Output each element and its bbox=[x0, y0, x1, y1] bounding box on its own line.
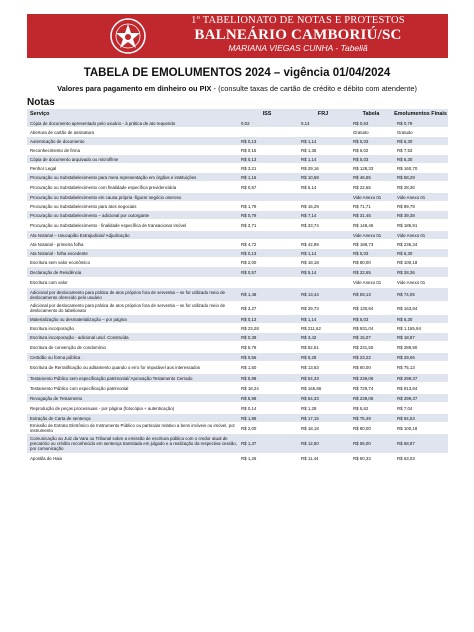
table-row bbox=[27, 137, 448, 146]
cell-iss: R$ 5,98 bbox=[241, 395, 257, 401]
cell-frj: R$ 1,14 bbox=[301, 316, 317, 322]
cell-finais: R$ 28,36 bbox=[397, 184, 415, 190]
cell-finais: R$ 289,90 bbox=[397, 344, 418, 350]
cell-tabela: R$ 5,03 bbox=[353, 156, 369, 162]
cell-finais: R$ 6,30 bbox=[397, 138, 413, 144]
table-row bbox=[27, 434, 448, 454]
cell-tabela: R$ 80,00 bbox=[353, 259, 371, 265]
cell-frj: R$ 165,86 bbox=[301, 385, 322, 391]
col-header-iss: ISS bbox=[262, 111, 272, 117]
cell-tabela: R$ 22,65 bbox=[353, 269, 371, 275]
cell-servico: Adicional por deslocamento para prática de atos próprios fora de serventia – se for utilizado meio de deslocamento oferecido pelo usuário bbox=[30, 289, 226, 300]
col-header-frj: FRJ bbox=[317, 111, 329, 117]
cell-iss: R$ 1,50 bbox=[241, 365, 257, 370]
cell-servico: Escritura sem valor econômico bbox=[30, 259, 91, 265]
cell-tabela: R$ 59,13 bbox=[353, 292, 371, 297]
cell-frj: R$ 54,33 bbox=[301, 395, 319, 401]
cell-iss: 0,02 bbox=[241, 120, 250, 126]
cell-servico: Autenticação de documento bbox=[30, 138, 85, 144]
cell-servico: Comunicação ao Juiz da Vara ou Tribunal sobre a emissão de escritura pública com o credor atual de precatório ou crédito reconhecido em sentença transitada em julgado e a realização da respectiva cessão, por comunicação bbox=[30, 436, 237, 451]
table-row bbox=[27, 258, 448, 267]
cell-finais: R$ 7,53 bbox=[397, 147, 413, 153]
cell-tabela: Gratuito bbox=[353, 129, 369, 135]
cell-frj: R$ 1,14 bbox=[301, 138, 317, 144]
table-row bbox=[27, 164, 448, 173]
cell-tabela: Vide Anexo 01 bbox=[353, 232, 382, 238]
cell-iss: R$ 0,57 bbox=[241, 269, 257, 275]
cell-tabela: R$ 148,46 bbox=[353, 222, 374, 228]
cell-servico: Procuração ou Substabelecimento - finalidade específica de transacionar imóvel bbox=[30, 222, 187, 228]
cell-iss: R$ 0,13 bbox=[241, 156, 257, 162]
cell-tabela: R$ 15,07 bbox=[353, 334, 371, 340]
cell-finais: Vide Anexo 01 bbox=[397, 232, 426, 238]
cell-iss: R$ 0,38 bbox=[241, 334, 257, 340]
cell-iss: R$ 0,13 bbox=[241, 138, 257, 144]
table-row bbox=[27, 403, 448, 414]
cell-tabela: R$ 55,00 bbox=[353, 441, 371, 446]
cell-finais: R$ 299,37 bbox=[397, 375, 418, 381]
cell-finais: R$ 94,53 bbox=[397, 415, 415, 421]
table-row bbox=[27, 288, 448, 302]
cell-servico: Reconhecimento de firma bbox=[30, 147, 81, 153]
cell-finais: R$ 1.165,94 bbox=[397, 325, 421, 331]
cell-finais: R$ 160,70 bbox=[397, 165, 418, 171]
cell-tabela: R$ 231,50 bbox=[353, 344, 374, 350]
cell-iss: R$ 0,14 bbox=[241, 405, 257, 411]
table-row bbox=[27, 267, 448, 278]
table-row bbox=[27, 342, 448, 353]
table-row bbox=[27, 173, 448, 182]
cell-tabela: R$ 729,74 bbox=[353, 385, 374, 391]
cell-frj: R$ 1,14 bbox=[301, 250, 317, 256]
cell-tabela: R$ 50,33 bbox=[353, 456, 371, 461]
table-row bbox=[27, 383, 448, 394]
cell-frj: R$ 5,14 bbox=[301, 184, 317, 190]
cell-frj: R$ 10,58 bbox=[301, 174, 319, 180]
header-text bbox=[150, 15, 446, 54]
cell-iss: R$ 1,37 bbox=[241, 441, 257, 446]
cell-frj: R$ 29,16 bbox=[301, 165, 319, 171]
cell-finais: Vide Anexo 01 bbox=[397, 194, 426, 200]
table-row bbox=[27, 211, 448, 220]
table-row bbox=[27, 394, 448, 403]
cell-frj: R$ 13,63 bbox=[301, 365, 319, 370]
cell-tabela: R$ 80,00 bbox=[353, 425, 371, 431]
cell-frj: R$ 18,18 bbox=[301, 425, 319, 431]
cell-finais: Gratuito bbox=[397, 129, 413, 135]
cell-tabela: R$ 5,03 bbox=[353, 250, 369, 256]
cell-servico: Escritura de convenção de condomínio bbox=[30, 344, 106, 350]
table-row bbox=[27, 240, 448, 249]
cell-servico: Procuração ou Substabelecimento em causa própria -figurar negócio oneroso bbox=[30, 194, 182, 200]
cell-finais: R$ 39,38 bbox=[397, 212, 415, 218]
table-row bbox=[27, 324, 448, 333]
cell-tabela: R$ 5,03 bbox=[353, 138, 369, 144]
cell-tabela: R$ 0,63 bbox=[353, 120, 369, 126]
table-row bbox=[27, 333, 448, 342]
cell-tabela: R$ 239,06 bbox=[353, 395, 374, 401]
cell-servico: Procuração ou Substabelecimento – adicional por outorgante bbox=[30, 212, 150, 218]
cell-finais: R$ 185,91 bbox=[397, 222, 418, 228]
cell-iss: R$ 0,57 bbox=[241, 184, 257, 190]
cell-tabela: R$ 239,06 bbox=[353, 375, 374, 381]
table-row bbox=[27, 128, 448, 137]
table-row bbox=[27, 182, 448, 193]
col-header-finais: Emolumentos Finais bbox=[394, 111, 447, 117]
cell-tabela: R$ 23,22 bbox=[353, 354, 371, 360]
cell-finais: R$ 100,18 bbox=[397, 425, 418, 431]
cell-frj: R$ 1,36 bbox=[301, 147, 317, 153]
cell-iss: R$ 0,13 bbox=[241, 250, 257, 256]
cell-tabela: Vide Anexo 01 bbox=[353, 194, 382, 200]
cell-frj: R$ 7,14 bbox=[301, 212, 317, 218]
cell-frj: R$ 13,44 bbox=[301, 292, 319, 297]
cell-iss: R$ 0,15 bbox=[241, 147, 257, 153]
cell-servico: Reprodução de peças processuais - por página (fotocópia + autenticação) bbox=[30, 405, 175, 411]
cell-tabela: R$ 5,03 bbox=[353, 316, 369, 322]
cell-finais: R$ 163,84 bbox=[397, 305, 418, 311]
cell-tabela: Vide Anexo 01 bbox=[353, 280, 382, 285]
cell-tabela: R$ 31,45 bbox=[353, 212, 371, 218]
table-header bbox=[27, 109, 448, 119]
cell-finais: R$ 63,03 bbox=[397, 456, 415, 461]
table-row bbox=[27, 220, 448, 231]
cell-servico: Escritura incorporação - adicional unid. Construída bbox=[30, 334, 129, 340]
table-row bbox=[27, 423, 448, 434]
cell-servico: Abertura de cartão de assinatura bbox=[30, 129, 94, 135]
cell-finais: R$ 68,87 bbox=[397, 441, 415, 446]
cell-servico: Declaração de Residência bbox=[30, 269, 82, 275]
cell-finais: Vide Anexo 01 bbox=[397, 280, 426, 285]
table-row bbox=[27, 249, 448, 258]
cell-finais: R$ 6,30 bbox=[397, 156, 413, 162]
subtitle-bold: Valores para pagamento em dinheiro ou PIX bbox=[57, 84, 212, 93]
table-row bbox=[27, 119, 448, 128]
table-row bbox=[27, 202, 448, 211]
table-row bbox=[27, 302, 448, 315]
cell-frj: R$ 11,44 bbox=[301, 456, 319, 461]
cell-servico: Procuração ou Substabelecimento para atos negociais bbox=[30, 203, 137, 209]
cell-servico: Escritura com valor bbox=[30, 280, 68, 285]
cell-servico: Adicional por deslocamento para prática de atos próprios fora de serventia – se for utilizado meio de deslocamento do tabelionato bbox=[30, 303, 226, 313]
cell-servico: Ata Notarial – Usucapião Extrajudicial/ Adjudicação bbox=[30, 232, 130, 238]
cell-iss: R$ 2,00 bbox=[241, 259, 257, 265]
cell-iss: R$ 3,71 bbox=[241, 222, 257, 228]
cell-iss: R$ 1,26 bbox=[241, 456, 257, 461]
cell-frj: R$ 54,33 bbox=[301, 375, 319, 381]
cell-finais: R$ 74,05 bbox=[397, 292, 415, 297]
cell-finais: R$ 58,29 bbox=[397, 174, 415, 180]
cell-servico: Procuração ou Substabelecimento com finalidade específica previdenciária bbox=[30, 184, 177, 190]
cell-tabela: R$ 6,02 bbox=[353, 147, 369, 153]
table-row bbox=[27, 362, 448, 374]
cell-tabela: R$ 75,49 bbox=[353, 415, 371, 421]
table-row bbox=[27, 374, 448, 383]
cell-iss: R$ 5,98 bbox=[241, 375, 257, 381]
cell-servico: Testamento Público com especificação patrimonial bbox=[30, 385, 129, 391]
cell-frj: R$ 52,61 bbox=[301, 344, 319, 350]
cell-iss: R$ 0,56 bbox=[241, 354, 257, 360]
table-row bbox=[27, 414, 448, 423]
cell-frj: 0,14 bbox=[301, 120, 310, 126]
cell-servico: Cópia de documento apresentado pelo usuário - à prática de ato requerido bbox=[30, 120, 176, 126]
cell-frj: R$ 17,15 bbox=[301, 415, 319, 421]
cell-iss: R$ 0,79 bbox=[241, 212, 257, 218]
tabelionato-seal-logo bbox=[108, 15, 148, 57]
cell-iss: R$ 2,00 bbox=[241, 425, 257, 431]
table-row bbox=[27, 353, 448, 362]
subtitle-rest: - (consulte taxas de cartão de crédito e débito com atendente) bbox=[211, 84, 417, 93]
header-line3: MARIANA VIEGAS CUNHA - Tabeliã bbox=[228, 43, 368, 53]
cell-frj: R$ 42,89 bbox=[301, 241, 319, 247]
table-row bbox=[27, 146, 448, 155]
cell-finais: R$ 6,30 bbox=[397, 250, 413, 256]
table-row bbox=[27, 231, 448, 240]
cell-servico: Materialização ou desmaterialização – por página bbox=[30, 316, 127, 322]
cell-tabela: R$ 128,33 bbox=[353, 165, 374, 171]
cell-tabela: R$ 22,65 bbox=[353, 184, 371, 190]
cell-finais: R$ 18,87 bbox=[397, 334, 415, 340]
header-line2: BALNEÁRIO CAMBORIÚ/SC bbox=[194, 27, 402, 43]
cell-servico: Procuração ou Substabelecimento para mera representação em órgãos e instituições bbox=[30, 174, 197, 180]
cell-finais: R$ 100,18 bbox=[397, 259, 418, 265]
cell-frj: R$ 33,74 bbox=[301, 222, 319, 228]
cell-frj: R$ 1,28 bbox=[301, 405, 317, 411]
cell-iss: R$ 23,28 bbox=[241, 325, 259, 331]
cell-finais: R$ 29,06 bbox=[397, 354, 415, 360]
cell-tabela: R$ 188,73 bbox=[353, 241, 374, 247]
cell-tabela: R$ 130,84 bbox=[353, 305, 374, 311]
cell-frj: R$ 3,42 bbox=[301, 334, 317, 340]
col-header-servico: Serviço bbox=[30, 111, 50, 117]
cell-tabela: R$ 931,04 bbox=[353, 325, 374, 331]
cell-iss: R$ 3,21 bbox=[241, 165, 257, 171]
cell-finais: R$ 0,79 bbox=[397, 120, 413, 126]
cell-frj: R$ 18,18 bbox=[301, 259, 319, 265]
cell-finais: R$ 6,30 bbox=[397, 316, 413, 322]
table-row bbox=[27, 454, 448, 464]
table-row bbox=[27, 193, 448, 202]
cell-servico: Revogação de Testamento bbox=[30, 395, 83, 401]
cell-iss: R$ 3,27 bbox=[241, 305, 257, 311]
cell-frj: R$ 1,14 bbox=[301, 156, 317, 162]
cell-iss: R$ 1,48 bbox=[241, 292, 257, 297]
cell-iss: R$ 1,89 bbox=[241, 415, 257, 421]
page-subtitle bbox=[0, 84, 474, 93]
cell-tabela: R$ 46,55 bbox=[353, 174, 371, 180]
cell-finais: R$ 89,79 bbox=[397, 203, 415, 209]
cell-tabela: R$ 60,00 bbox=[353, 365, 371, 370]
cell-servico: Cópia de documento arquivado ou microfilme bbox=[30, 156, 119, 162]
cell-finais: R$ 236,34 bbox=[397, 241, 418, 247]
cell-tabela: R$ 71,71 bbox=[353, 203, 371, 209]
cell-finais: R$ 75,13 bbox=[397, 365, 415, 370]
fees-table bbox=[27, 109, 448, 464]
cell-servico: Certidão ou forma pública bbox=[30, 354, 81, 360]
cell-servico: Apostila de Haia bbox=[30, 456, 62, 461]
cell-finais: R$ 7,04 bbox=[397, 405, 413, 411]
cell-frj: R$ 211,62 bbox=[301, 325, 321, 331]
cell-finais: R$ 28,36 bbox=[397, 269, 415, 275]
cell-frj: R$ 12,50 bbox=[301, 441, 319, 446]
table-row bbox=[27, 315, 448, 324]
cell-servico: Escritura de Rerratificação ou aditamento quando o erro for imputável aos interessados bbox=[30, 365, 201, 370]
cell-iss: R$ 1,79 bbox=[241, 203, 257, 209]
cell-frj: R$ 16,29 bbox=[301, 203, 319, 209]
cell-servico: Ata Notarial - primeira folha bbox=[30, 241, 84, 247]
cell-frj: R$ 29,73 bbox=[301, 305, 319, 311]
table-row bbox=[27, 278, 448, 288]
cell-finais: R$ 299,37 bbox=[397, 395, 418, 401]
cell-servico: Penhor Legal bbox=[30, 165, 57, 171]
cell-servico: Extração de Carta de sentença bbox=[30, 415, 91, 421]
cell-iss: R$ 18,24 bbox=[241, 385, 259, 391]
col-header-tabela: Tabela bbox=[362, 111, 380, 117]
cell-frj: R$ 5,14 bbox=[301, 269, 317, 275]
cell-servico: Escritura incorporação bbox=[30, 325, 74, 331]
table-body bbox=[27, 119, 448, 464]
table-row bbox=[27, 155, 448, 164]
cell-servico: Emissão de Extrato Eletrônico de Instrumento Público ou particular relativo a bens imóveis ou imóvel, por instrumento bbox=[30, 423, 235, 433]
cell-servico: Testamento Público sem especificação patrimonial/ Aprovação Testamento Cerrado bbox=[30, 375, 193, 381]
cell-servico: Ata Notarial - folha excedente bbox=[30, 250, 88, 256]
cell-iss: R$ 4,72 bbox=[241, 241, 257, 247]
cell-frj: R$ 5,28 bbox=[301, 354, 317, 360]
cell-iss: R$ 0,13 bbox=[241, 316, 257, 322]
section-title: Notas bbox=[27, 97, 55, 108]
cell-finais: R$ 913,84 bbox=[397, 385, 418, 391]
page-title: TABELA DE EMOLUMENTOS 2024 – vigência 01/04/2024 bbox=[83, 67, 391, 79]
cell-tabela: R$ 5,62 bbox=[353, 405, 369, 411]
cell-iss: R$ 5,79 bbox=[241, 344, 257, 350]
cell-iss: R$ 1,16 bbox=[241, 174, 257, 180]
header-line1: 1º TABELIONATO DE NOTAS E PROTESTOS bbox=[191, 15, 405, 26]
